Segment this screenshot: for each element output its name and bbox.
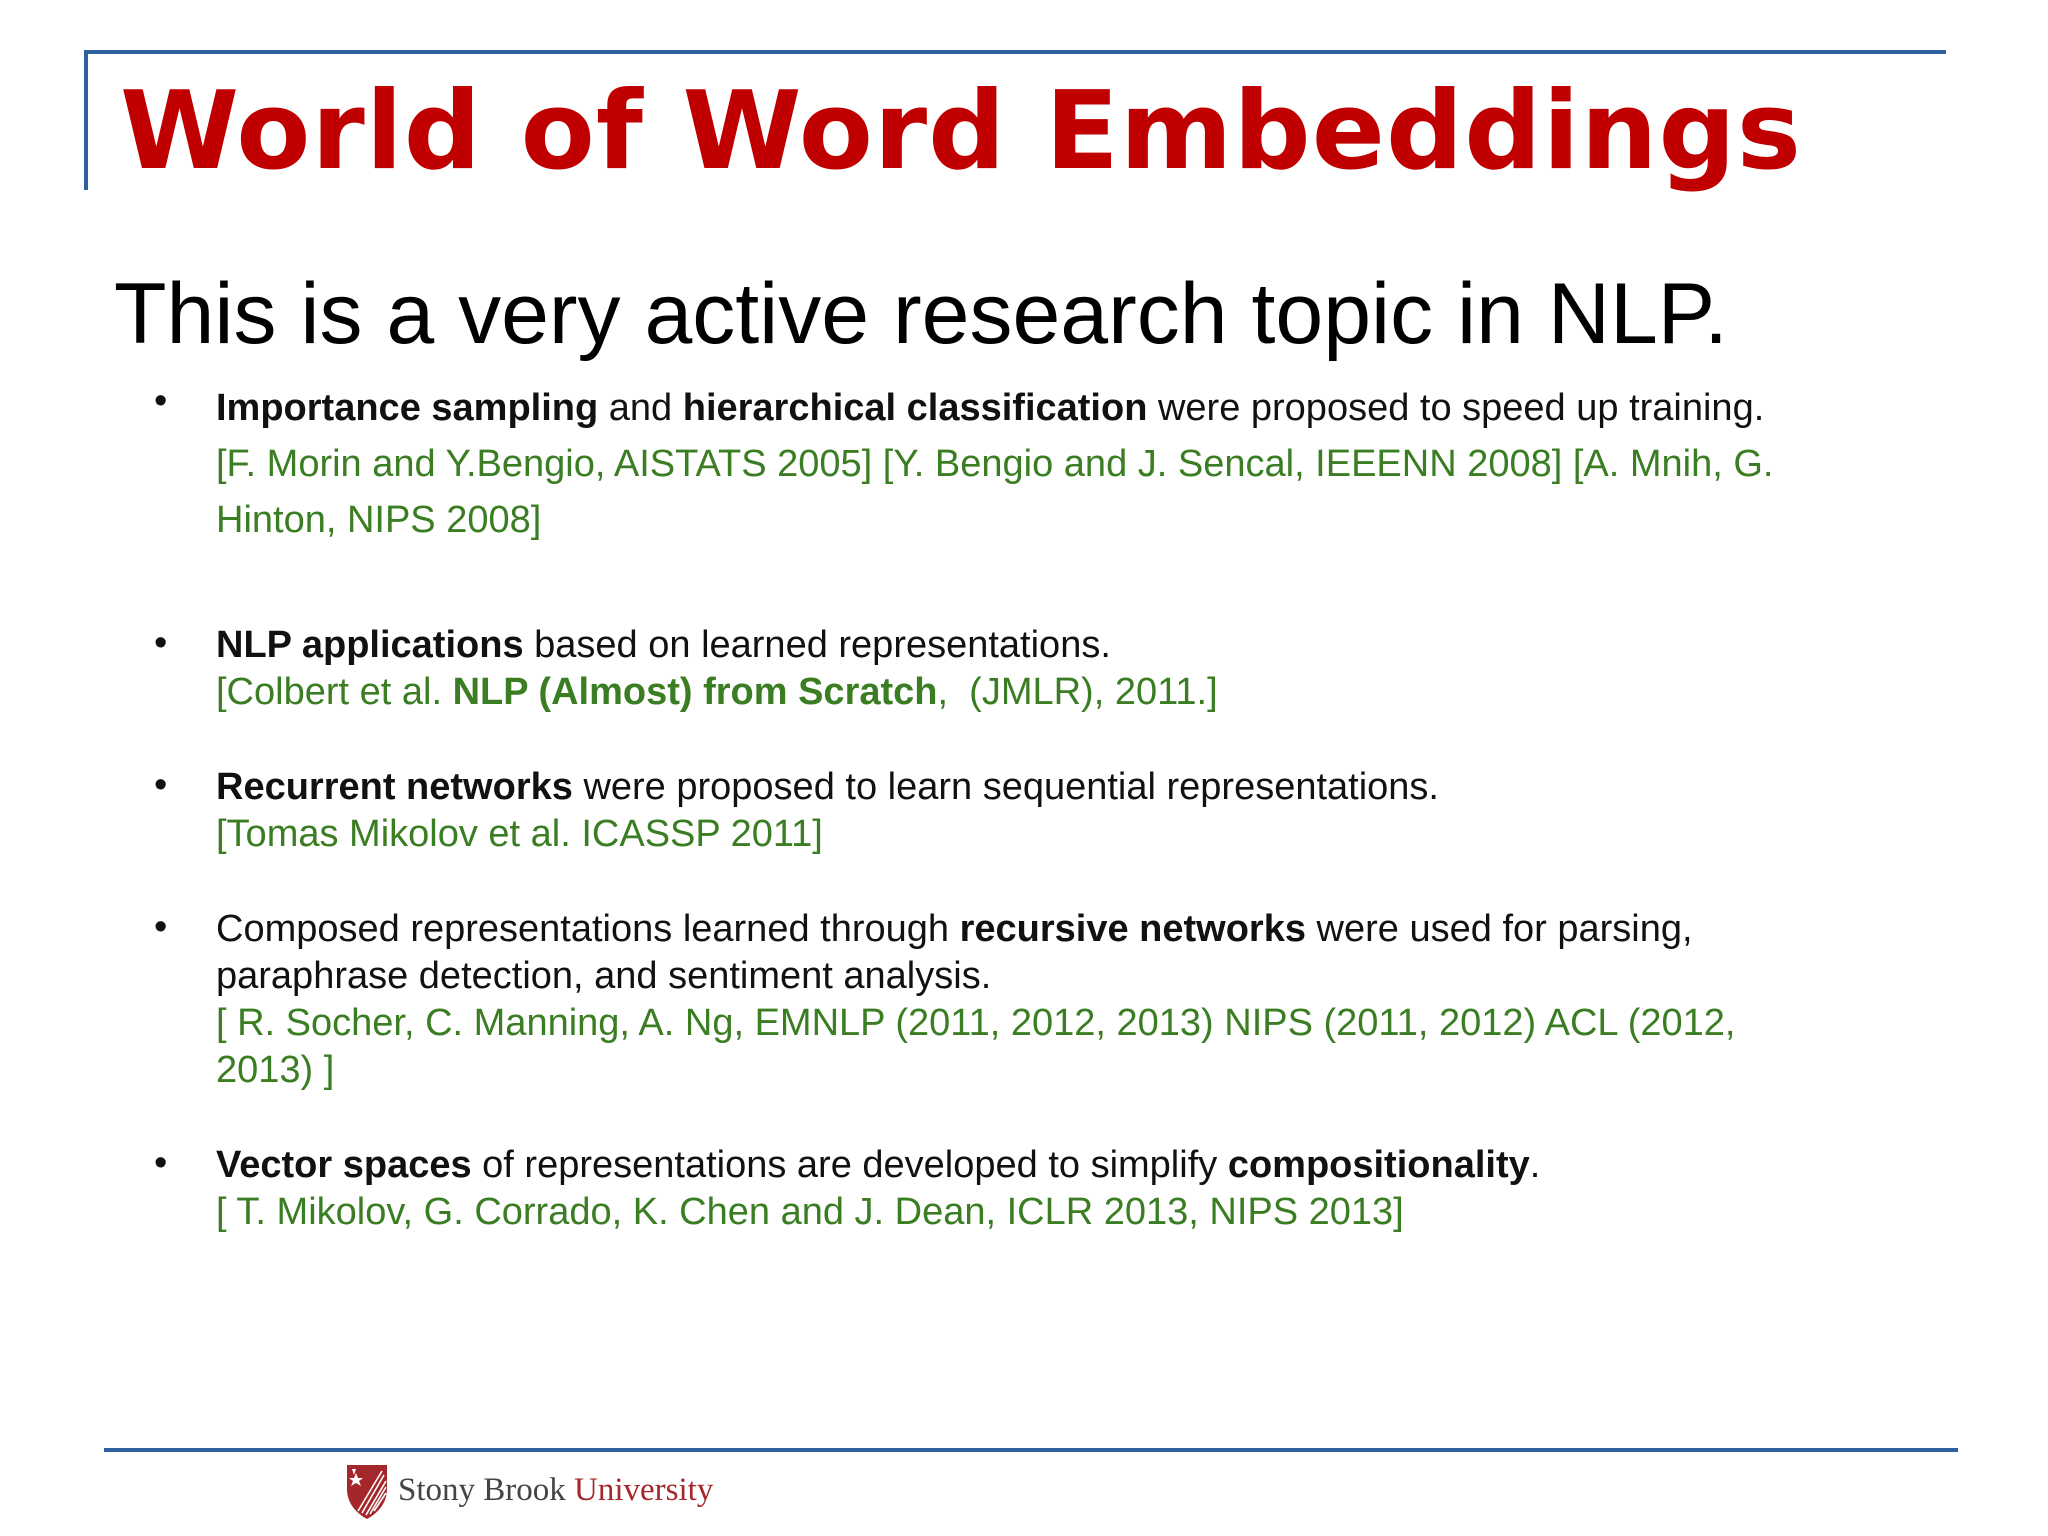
- bold-term: Vector spaces: [216, 1144, 472, 1186]
- reference-line: [216, 669, 1916, 716]
- bullet-text: [216, 1142, 1916, 1189]
- text-span: [Colbert et al.: [216, 671, 453, 713]
- bold-term: NLP (Almost) from Scratch: [452, 671, 938, 713]
- text-span: were used for parsing,: [1306, 908, 1693, 950]
- bullet-text: [216, 764, 1916, 811]
- text-span: and: [598, 387, 683, 429]
- text-span: , (JMLR), 2011.]: [937, 671, 1218, 713]
- stony-brook-seal-icon: [344, 1459, 390, 1521]
- bullet-glyph: •: [154, 380, 168, 422]
- reference-line: [Tomas Mikolov et al. ICASSP 2011]: [216, 813, 823, 855]
- slide-title: World of Word Embeddings: [120, 69, 1803, 194]
- logo-text-university: University: [565, 1471, 714, 1508]
- text-span: Composed representations learned through: [216, 908, 960, 950]
- reference-line: 2013) ]: [216, 1049, 335, 1091]
- bullet-glyph: •: [154, 622, 168, 664]
- bold-term: compositionality: [1227, 1144, 1530, 1186]
- bullet-glyph: •: [154, 1142, 168, 1184]
- text-span: were proposed to learn sequential representations.: [572, 766, 1439, 808]
- bullet-item: [154, 906, 1916, 1094]
- bold-term: hierarchical classification: [682, 387, 1148, 429]
- bottom-rule: [104, 1448, 1958, 1452]
- reference-line: Hinton, NIPS 2008]: [216, 499, 542, 541]
- bullet-text: [216, 380, 1916, 436]
- left-rule: [84, 50, 88, 190]
- text-span: .: [1529, 1144, 1541, 1186]
- slide-subtitle: This is a very active research topic in NLP.: [114, 266, 1728, 362]
- logo-wordmark: [398, 1472, 713, 1509]
- bullet-glyph: •: [154, 906, 168, 948]
- bullet-item: [154, 622, 1916, 716]
- bullet-glyph: •: [154, 764, 168, 806]
- bullet-item: [154, 1142, 1916, 1236]
- bullet-text: [216, 906, 1916, 953]
- reference-line: [F. Morin and Y.Bengio, AISTATS 2005] [Y. Bengio and J. Sencal, IEEENN 2008] [A. Mnih, G.: [216, 443, 1774, 485]
- reference-line: [ R. Socher, C. Manning, A. Ng, EMNLP (2011, 2012, 2013) NIPS (2011, 2012) ACL (2012,: [216, 1002, 1736, 1044]
- bullet-text-continued: paraphrase detection, and sentiment analysis.: [216, 955, 992, 997]
- logo-text-stony-brook: Stony Brook: [398, 1471, 566, 1508]
- bullet-text: [216, 622, 1916, 669]
- bullet-item: [154, 764, 1916, 858]
- text-span: of representations are developed to simplify: [471, 1144, 1228, 1186]
- bullet-item: [154, 380, 1916, 548]
- bold-term: recursive networks: [959, 908, 1306, 950]
- reference-line: [ T. Mikolov, G. Corrado, K. Chen and J. Dean, ICLR 2013, NIPS 2013]: [216, 1191, 1404, 1233]
- bold-term: NLP applications: [216, 624, 524, 666]
- text-span: were proposed to speed up training.: [1147, 387, 1765, 429]
- text-span: based on learned representations.: [523, 624, 1111, 666]
- university-logo: [344, 1458, 713, 1522]
- bold-term: Recurrent networks: [216, 766, 573, 808]
- bold-term: Importance sampling: [216, 387, 599, 429]
- top-rule: [84, 50, 1946, 54]
